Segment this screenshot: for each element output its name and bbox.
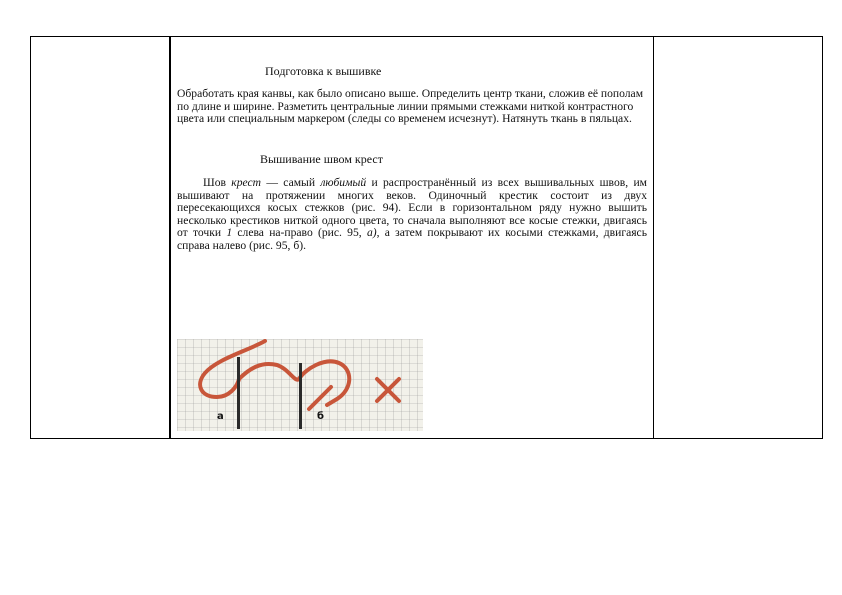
needle-a	[237, 357, 240, 429]
cross-stitch-figure	[177, 339, 423, 431]
preparation-title: Подготовка к вышивке	[265, 64, 382, 78]
text-run: , а затем покрывают их косыми стежками, двигаясь справа налево (рис. 95, б).	[177, 226, 647, 252]
right-column	[654, 37, 822, 438]
text-run: — самый	[261, 176, 321, 189]
text-italic: любимый	[320, 176, 367, 189]
cross-stitch-title: Вышивание швом крест	[260, 152, 383, 166]
layout-table	[30, 36, 823, 439]
left-column	[31, 37, 171, 438]
text-run: Шов	[203, 176, 232, 189]
figure-label-b: б	[317, 411, 324, 422]
text-run: слева на-право (рис. 95,	[232, 226, 367, 239]
text-run: и распространённый из всех вышивальных швов, им вышивают на протяжении многих веков. Одиночный крестик состоит из двух пересекающихся косых стежков (рис. 94). Если в горизонтальном ряду нужно вышить несколько крестиков ниткой одного цвета, то сначала выполняют все косые стежки, двигаясь от точки	[177, 176, 647, 239]
needle-b	[299, 363, 302, 429]
text-italic: а)	[366, 226, 377, 239]
figure-label-a: а	[217, 411, 224, 422]
text-italic: крест	[231, 176, 262, 189]
preparation-text: Обработать края канвы, как было описано выше. Определить центр ткани, сложив её пополам по длине и ширине. Разметить центральные линии прямыми стежками ниткой контрастного цвета или специальным маркером (следы со временем исчезнут). Натянуть ткань в пяльцах.	[177, 87, 644, 125]
text-italic: 1	[226, 226, 233, 239]
cross-stitch-text	[177, 177, 647, 252]
content-column	[171, 37, 654, 438]
